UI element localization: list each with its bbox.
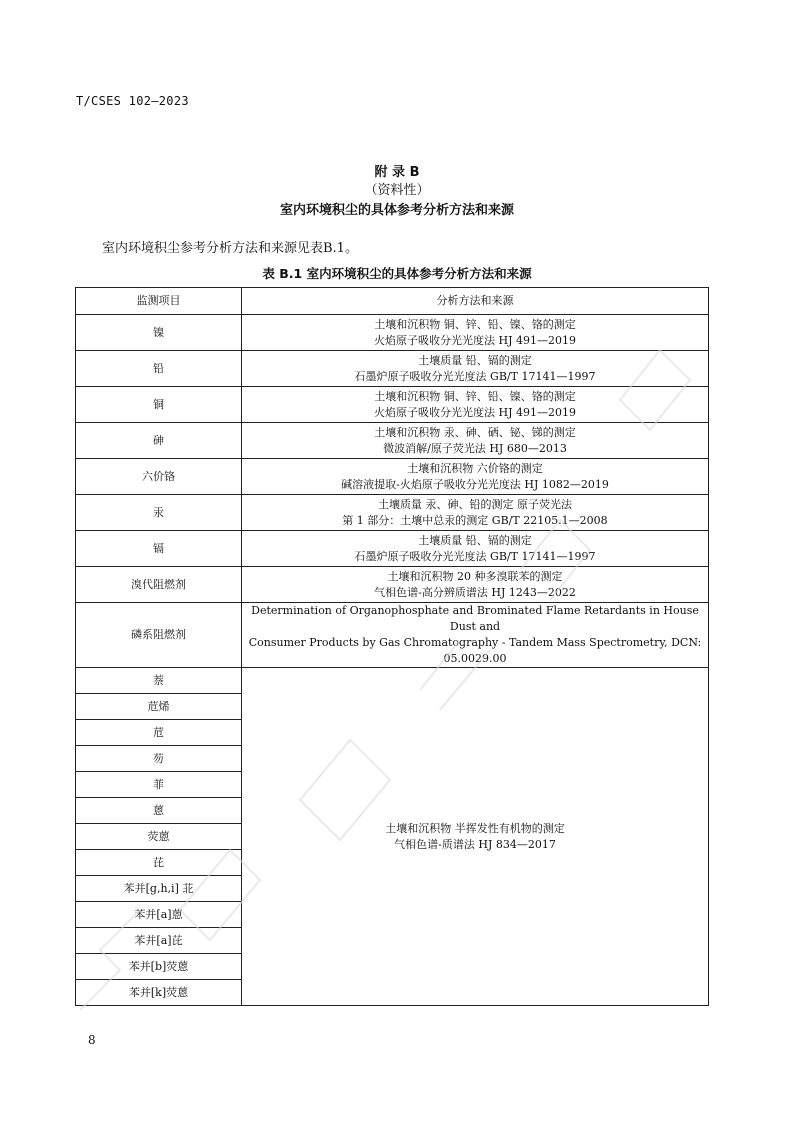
table-row [76,315,709,351]
monitoring-item: 铅 [76,351,242,387]
method-line: 石墨炉原子吸收分光光度法 GB/T 17141—1997 [354,549,596,563]
method-line: 土壤和沉积物 铜、锌、铅、镍、铬的测定 [374,389,576,403]
method-line: 土壤和沉积物 铜、锌、铅、镍、铬的测定 [374,317,576,331]
monitoring-item: 苊烯 [76,694,242,720]
monitoring-item: 砷 [76,423,242,459]
analysis-method [242,351,709,387]
method-line: 石墨炉原子吸收分光光度法 GB/T 17141—1997 [354,369,596,383]
table-row [76,387,709,423]
monitoring-item: 苯并[b]荧蒽 [76,954,242,980]
method-line: 土壤和沉积物 20 种多溴联苯的测定 [387,569,563,583]
method-line: 土壤质量 铅、镉的测定 [418,353,532,367]
intro-paragraph: 室内环境积尘参考分析方法和来源见表B.1。 [102,241,358,256]
monitoring-item: 荧蒽 [76,824,242,850]
analysis-method [242,387,709,423]
method-line: Determination of Organophosphate and Brominated Flame Retardants in House Dust and [251,604,699,633]
table-row [76,531,709,567]
monitoring-item: 苯并[g,h,i] 苝 [76,876,242,902]
method-line: 土壤和沉积物 六价铬的测定 [407,461,543,475]
method-line: Consumer Products by Gas Chromatography - Tandem Mass Spectrometry, DCN: [248,636,702,649]
methods-table-body [76,288,709,1006]
appendix-title: 室内环境积尘的具体参考分析方法和来源 [279,203,514,218]
analysis-method [242,567,709,603]
monitoring-item: 苊 [76,720,242,746]
table-row [76,668,709,694]
monitoring-item: 镍 [76,315,242,351]
analysis-method [242,315,709,351]
method-line: 土壤质量 铅、镉的测定 [418,533,532,547]
monitoring-item: 磷系阻燃剂 [76,603,242,668]
analysis-method [242,495,709,531]
method-line: 火焰原子吸收分光光度法 HJ 491—2019 [374,333,576,347]
document-code: T/CSES 102—2023 [76,94,189,108]
monitoring-item: 蒽 [76,798,242,824]
table-row [76,603,709,668]
table-row [76,351,709,387]
method-line: 第 1 部分：土壤中总汞的测定 GB/T 22105.1—2008 [342,513,608,527]
header-item: 监测项目 [76,288,242,315]
method-line: 微波消解/原子荧光法 HJ 680—2013 [383,441,567,455]
monitoring-item: 苯并[a]蒽 [76,902,242,928]
table-header-row [76,288,709,315]
monitoring-item: 六价铬 [76,459,242,495]
monitoring-item: 菲 [76,772,242,798]
analysis-method [242,459,709,495]
monitoring-item: 萘 [76,668,242,694]
analysis-method [242,423,709,459]
table-row [76,567,709,603]
monitoring-item: 铜 [76,387,242,423]
monitoring-item: 苯并[k]荧蒽 [76,980,242,1006]
method-line: 气相色谱-高分辨质谱法 HJ 1243—2022 [374,585,576,599]
table-row [76,459,709,495]
method-line: 气相色谱-质谱法 HJ 834—2017 [394,837,556,851]
method-line: 土壤和沉积物 半挥发性有机物的测定 [385,821,565,835]
monitoring-item: 汞 [76,495,242,531]
analysis-method-pah [242,668,709,1006]
monitoring-item: 溴代阻燃剂 [76,567,242,603]
monitoring-item: 苯并[a]芘 [76,928,242,954]
monitoring-item: 芴 [76,746,242,772]
monitoring-item: 镉 [76,531,242,567]
appendix-label: 附 录 B [374,165,420,180]
analysis-method [242,603,709,668]
table-row [76,423,709,459]
table-caption: 表 B.1 室内环境积尘的具体参考分析方法和来源 [262,266,532,281]
page-number: 8 [88,1033,96,1047]
method-line: 05.0029.00 [443,652,507,665]
table-row [76,495,709,531]
method-line: 土壤和沉积物 汞、砷、硒、铋、锑的测定 [374,425,576,439]
monitoring-item: 芘 [76,850,242,876]
appendix-nature: （资料性） [364,183,430,198]
header-method: 分析方法和来源 [242,288,709,315]
analysis-method [242,531,709,567]
method-line: 土壤质量 汞、砷、铅的测定 原子荧光法 [378,497,572,511]
method-line: 火焰原子吸收分光光度法 HJ 491—2019 [374,405,576,419]
methods-table [75,287,709,1006]
method-line: 碱溶液提取-火焰原子吸收分光光度法 HJ 1082—2019 [341,477,609,491]
